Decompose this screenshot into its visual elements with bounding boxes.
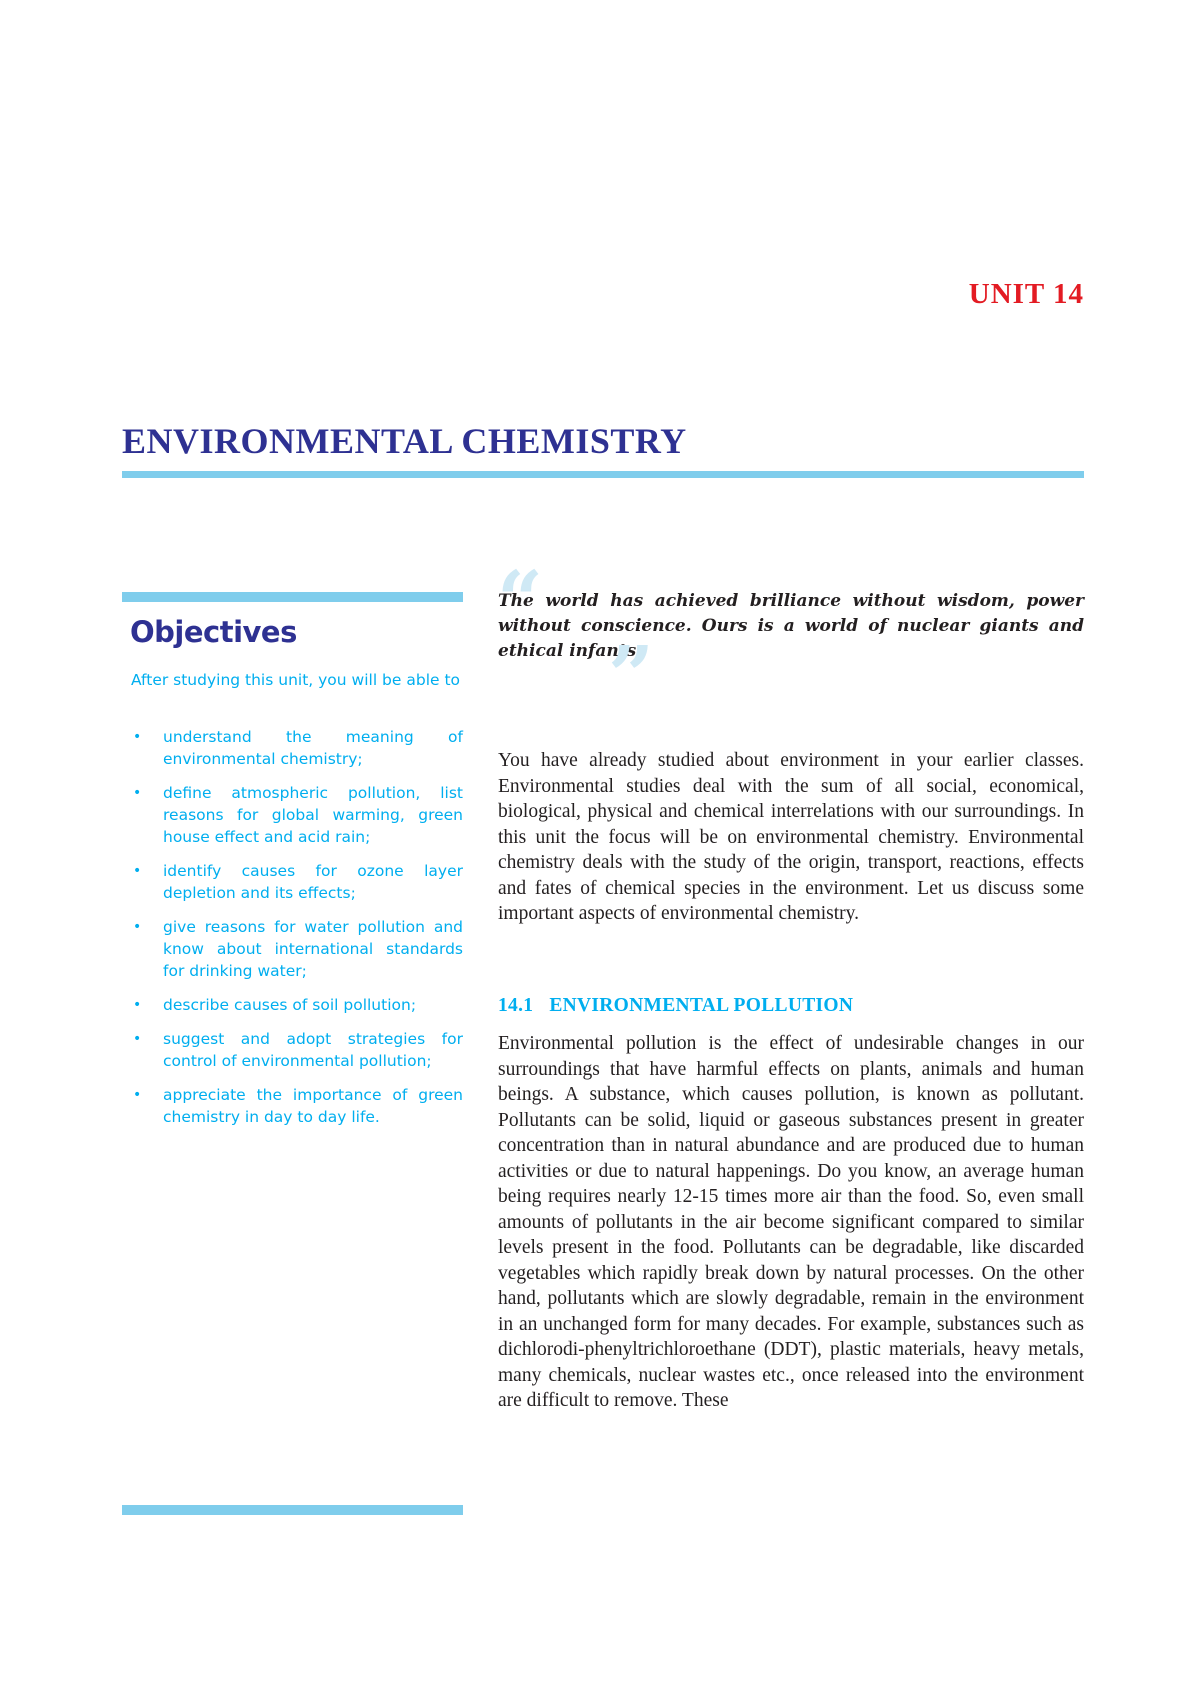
objective-item: • appreciate the importance of green chemistry in day to day life. (133, 1086, 463, 1126)
objectives-heading: Objectives (130, 615, 297, 649)
objective-item: • give reasons for water pollution and know about international standards for drinking water; (133, 918, 463, 980)
bullet-icon: • (133, 1087, 142, 1103)
objective-item: • understand the meaning of environmental chemistry; (133, 728, 463, 768)
section-title: ENVIRONMENTAL POLLUTION (549, 995, 854, 1016)
objectives-bottom-rule (122, 1505, 463, 1515)
unit-label: UNIT 14 (968, 278, 1084, 310)
objectives-top-rule (122, 592, 463, 602)
objective-item: • describe causes of soil pollution; (133, 996, 417, 1014)
objective-item: • identify causes for ozone layer depletion and its effects; (133, 862, 463, 902)
bullet-icon: • (133, 997, 142, 1013)
section-heading (498, 995, 853, 1017)
bullet-icon: • (133, 919, 142, 935)
section-paragraph: Environmental pollution is the effect of undesirable changes in our surroundings that have harmful effects on plants, animals and human beings. A substance, which causes pollution, is known as pollutant. Pollutants can be solid, liquid or gaseous substances present in greater concentration than in natural abundance and are produced due to human activities or due to natural happenings. Do you know, an average human being requires nearly 12-15 times more air than the food. So, even small amounts of pollutants in the air become significant compared to similar levels present in the food. Pollutants can be degradable, like discarded vegetables which rapidly break down by natural processes. On the other hand, pollutants which are slowly degradable, remain in the environment in an unchanged form for many decades. For example, substances such as dichlorodi-phenyltrichloroethane (DDT), plastic materials, heavy metals, many chemicals, nuclear wastes etc., once released into the environment are difficult to remove. These (498, 1033, 1084, 1411)
bullet-icon: • (133, 785, 142, 801)
chapter-title: ENVIRONMENTAL CHEMISTRY (122, 421, 687, 461)
section-number: 14.1 (498, 995, 534, 1016)
bullet-icon: • (133, 863, 142, 879)
objective-item: • define atmospheric pollution, list reasons for global warming, green house effect and acid rain; (133, 784, 463, 846)
objectives-intro: After studying this unit, you will be able to (131, 671, 461, 689)
bullet-icon: • (133, 729, 142, 745)
close-quote-icon: ” (608, 628, 655, 722)
bullet-icon: • (133, 1031, 142, 1047)
title-underline (122, 471, 1084, 478)
objectives-list (131, 726, 463, 1140)
epigraph-quote: The world has achieved brilliance without wisdom, power without conscience. Ours is a world of nuclear giants and ethical infants. (498, 591, 1084, 661)
open-quote-icon: “ (497, 553, 544, 647)
objective-item: • suggest and adopt strategies for control of environmental pollution; (133, 1030, 463, 1070)
intro-paragraph: You have already studied about environment in your earlier classes. Environmental studies deal with the sum of all social, economical, biological, physical and chemical interrelations with our surroundings. In this unit the focus will be on environmental chemistry. Environmental chemistry deals with the study of the origin, transport, reactions, effects and fates of chemical species in the environment. Let us discuss some important aspects of environmental chemistry. (498, 750, 1084, 924)
